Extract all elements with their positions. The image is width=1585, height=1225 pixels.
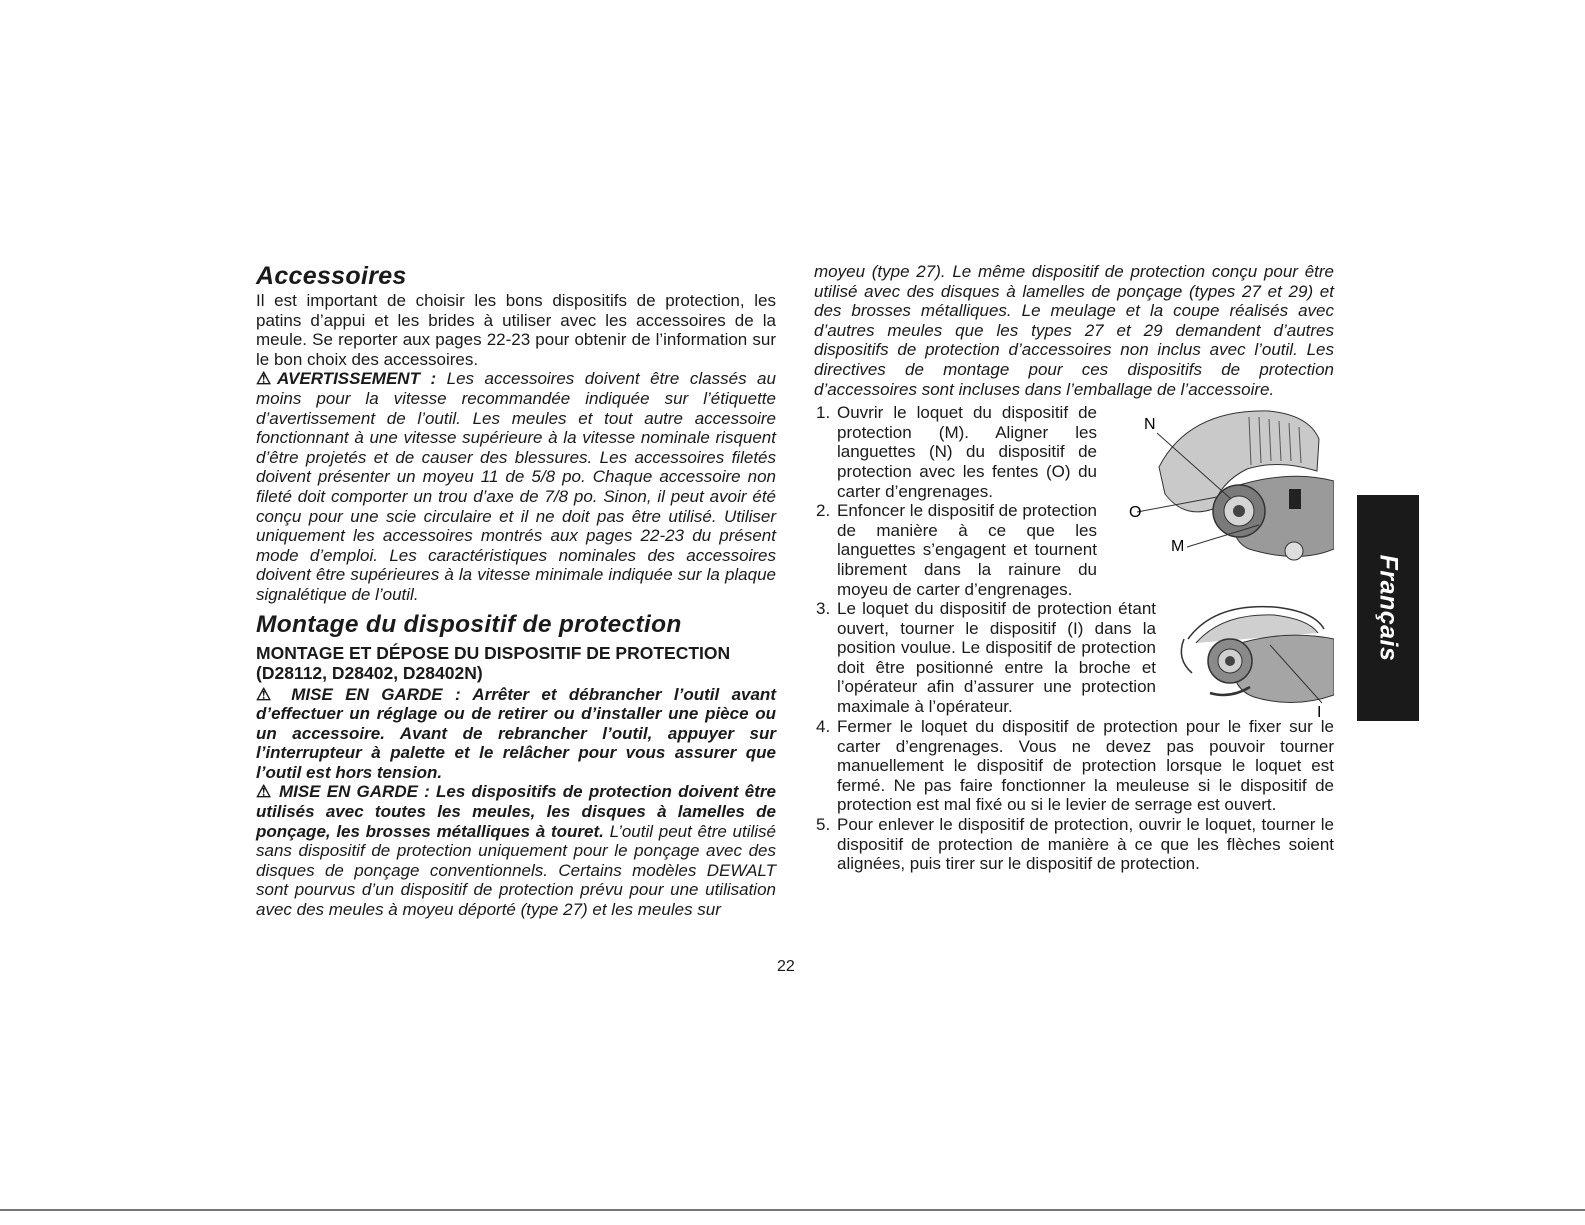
list-item: 2. Enfoncer le dispositif de protection de manière à ce que les languettes s’engagent et tournent librement dans la rainure du moyeu de carter d’engrenages. [816,501,1097,599]
language-tab [1357,495,1419,721]
page-number: 22 [777,958,795,975]
language-tab-label: Français [1374,554,1403,662]
caution-1 [256,685,776,783]
right-column [814,262,1334,874]
list-item: 5. Pour enlever le dispositif de protection, ouvrir le loquet, tourner le dispositif de protection de manière à ce que les flèches soient alignées, puis tirer sur le dispositif de protection. [816,815,1334,874]
step-1-2-row [814,399,1334,599]
subheading-line1: MONTAGE ET DÉPOSE DU DISPOSITIF DE PROTECTION [256,642,731,663]
label-m: M [1171,538,1185,556]
heading-accessoires: Accessoires [256,262,407,290]
list-item: 3. Le loquet du dispositif de protection étant ouvert, tourner le dispositif (I) dans la position voulue. Le dispositif de protection doit être positionné entre la broche et l’opérateur afin d’assurer une protection maximale à l’opérateur. [816,599,1156,717]
warning-text: Les accessoires doivent être classés au moins pour la vitesse recommandée indiquée sur l’étiquette d’avertissement de l’outil. Les meules et tout autre accessoire fonctionnant à une vitesse supérieure à la vitesse nominale risquent d’être projetés et de causer des blessures. Les accessoires filetés doivent présenter un moyeu 11 de 5/8 po. Chaque accessoire non fileté doit comporter un trou d’axe de 7/8 po. Sinon, il peut avoir été conçu pour une scie circulaire et il ne doit pas être utilisé. Utiliser uniquement les accessoires montrés aux pages 22-23 du présent mode d’emploi. Les caractéristiques nominales des accessoires doivent être supérieures à la vitesse minimale indiquée sur la plaque signalétique de l’outil. [256,369,776,604]
paragraph-accessoires: Il est important de choisir les bons dispositifs de protection, les patins d’appui et les brides à utiliser avec les accessoires de la meule. Se reporter aux pages 22-23 pour obtenir de l’information sur le bon choix des accessoires. [256,291,776,369]
steps-list-continued [814,717,1334,874]
label-o: O [1129,504,1142,522]
step-3-row [814,599,1334,717]
subheading-line2: (D28112, D28402, D28402N) [256,662,483,683]
bottom-divider [0,1209,1585,1211]
caution-2 [256,782,776,919]
label-n: N [1144,416,1156,434]
caution-1-text: MISE EN GARDE : Arrêter et débrancher l’outil avant d’effectuer un réglage ou de retirer ou d’installer une pièce ou un accessoire. Avant de rebrancher l’outil, appuyer sur l’interrupteur à palette et le relâcher pour vous assurer que l’outil est hors tension. [256,684,776,782]
subheading-montage [256,643,776,683]
caution-2-text: L’outil peut être utilisé sans dispositif de protection uniquement pour le ponçage avec des disques de ponçage conventionnels. Certains modèles DEWALT sont pourvus d’un dispositif de protection prévu pour une utilisation avec des meules à moyeu déporté (type 27) et les meules sur [256,821,776,920]
warning-avertissement [256,369,776,604]
warning-triangle-icon: ⚠ [256,782,273,802]
list-item: 4. Fermer le loquet du dispositif de protection pour le fixer sur le carter d’engrenages. Vous ne devez pas pouvoir tourner manuellement le dispositif de protection lorsque le loquet est fermé. Ne pas faire fonctionner la meuleuse si le dispositif de protection est mal fixé ou si le levier de serrage est ouvert. [816,717,1334,815]
continued-paragraph: moyeu (type 27). Le même dispositif de protection conçu pour être utilisé avec des disques à lamelles de ponçage (types 27 et 29) et des brosses métalliques. Le meulage et la coupe réalisés avec d’autres meules que les types 27 et 29 demandent d’autres dispositifs de protection d’accessoires non inclus avec l’outil. Les directives de montage pour ces dispositifs de protection d’accessoires sont incluses dans l’emballage de l’accessoire. [814,262,1334,399]
grinder-guard-illustration [1129,399,1334,579]
heading-montage: Montage du dispositif de protection [256,610,682,638]
grinder-guard-position-illustration [1174,599,1334,717]
caution-2-bold: MISE EN GARDE : Les dispositifs de protection doivent être utilisés avec toutes les meules, les disques à lamelles de ponçage, les brosses métalliques à touret. [256,782,776,841]
warning-triangle-icon: ⚠ [256,684,279,704]
label-i: I [1317,704,1322,718]
left-column [256,262,776,920]
list-item: 1. Ouvrir le loquet du dispositif de protection (M). Aligner les languettes (N) du dispositif de protection avec les fentes (O) du carter d’engrenages. [816,403,1097,501]
figure-guard-position [1174,599,1334,717]
figure-guard-mounting [1129,399,1334,599]
warning-label: AVERTISSEMENT : [277,369,437,389]
warning-triangle-icon: ⚠ [256,369,278,389]
